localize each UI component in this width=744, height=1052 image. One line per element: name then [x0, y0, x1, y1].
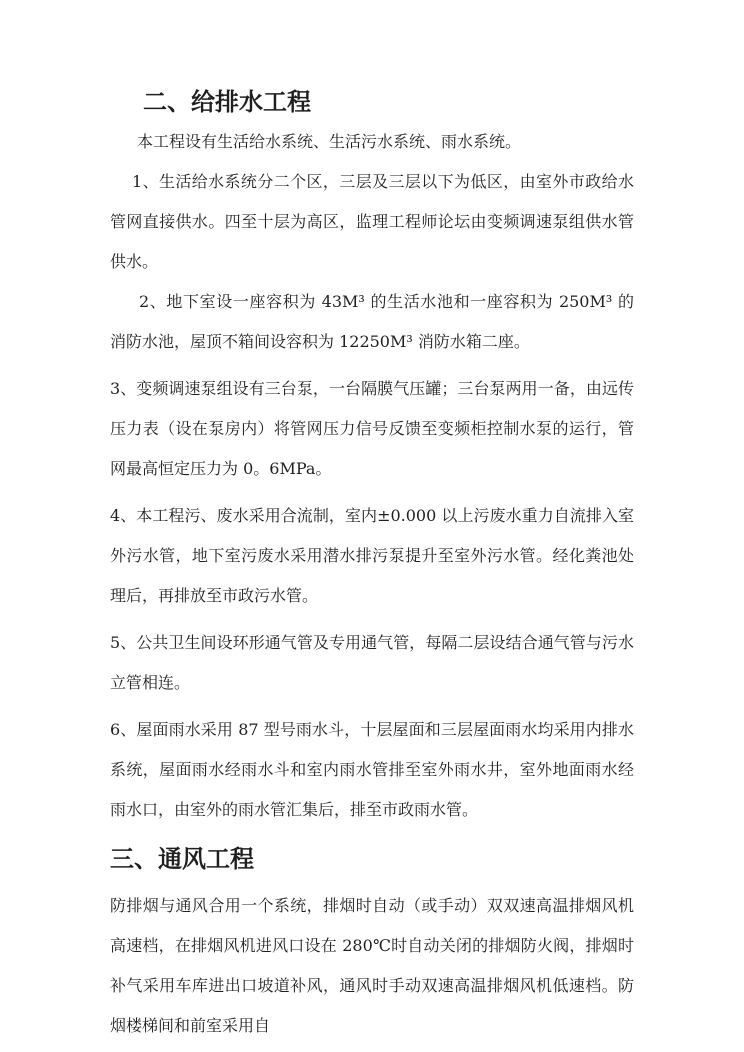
paragraph-4-sewage-waste-water: 4、本工程污、废水采用合流制，室内±0.000 以上污废水重力自流排入室外污水管，地下室污废水采用潜水排污泵提升至室外污水管。经化粪池处理后，再排放至市政污水管。 — [110, 506, 634, 605]
paragraph-1-water-supply-zones: 1、生活给水系统分二个区，三层及三层以下为低区，由室外市政给水管网直接供水。四至十层为高区，监理工程师论坛由变频调速泵组供水管供水。 — [110, 172, 634, 271]
paragraph-intro-systems: 本工程设有生活给水系统、生活污水系统、雨水系统。 — [137, 132, 522, 151]
paragraph-smoke-exhaust-ventilation: 防排烟与通风合用一个系统，排烟时自动（或手动）双双速高温排烟风机高速档，在排烟风机进风口设在 280℃时自动关闭的排烟防火阀，排烟时补气采用车库进出口坡道补风，通风时手动双速高温排烟风机低速档。防烟楼梯间和前室采用自 — [110, 896, 634, 1035]
paragraph-3-variable-frequency-pumps: 3、变频调速泵组设有三台泵，一台隔膜气压罐；三台泵两用一备，由远传压力表（设在泵房内）将管网压力信号反馈至变频柜控制水泵的运行，管网最高恒定压力为 0。6MPa。 — [110, 379, 634, 478]
paragraph-6-roof-rainwater: 6、屋面雨水采用 87 型号雨水斗，十层屋面和三层屋面雨水均采用内排水系统，屋面雨水经雨水斗和室内雨水管排至室外雨水井，室外地面雨水经雨水口，由室外的雨水管汇集后，排至市政雨水管。 — [110, 720, 634, 819]
section-heading-plumbing-drainage: 二、给排水工程 — [143, 87, 311, 116]
paragraph-5-vent-pipes: 5、公共卫生间设环形通气管及专用通气管，每隔二层设结合通气管与污水立管相连。 — [110, 633, 634, 692]
section-heading-ventilation: 三、通风工程 — [110, 844, 254, 873]
paragraph-2-basement-tanks: 2、地下室设一座容积为 43M³ 的生活水池和一座容积为 250M³ 的消防水池，屋顶不箱间设容积为 12250M³ 消防水箱二座。 — [110, 292, 634, 351]
